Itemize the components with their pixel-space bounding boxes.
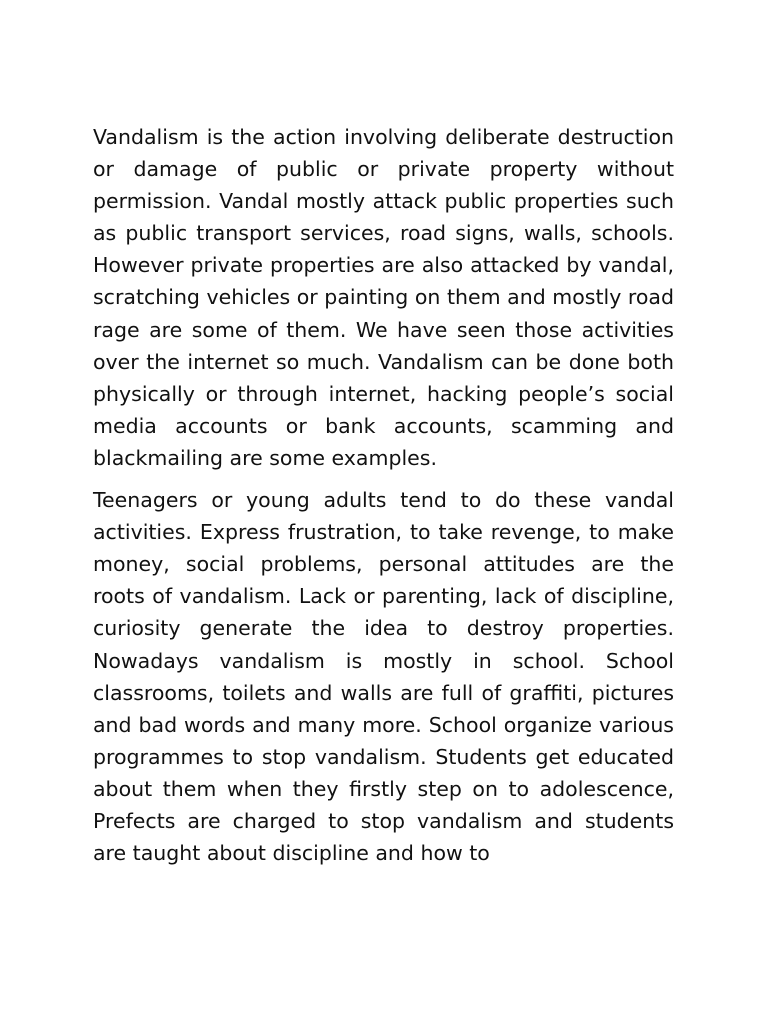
paragraph-2: Teenagers or young adults tend to do these vandal activities. Express frustration, to take revenge, to make money, social problems, personal attitudes are the roots of vandalism. Lack or parenting, lack of discipline, curiosity generate the idea to destroy properties. Nowadays vandalism is mostly in school. School classrooms, toilets and walls are full of graffiti, pictures and bad words and many more. School organize various programmes to stop vandalism. Students get educated about them when they firstly step on to adolescence, Prefects are charged to stop vandalism and students are taught about discipline and how to bbox=[93, 488, 674, 866]
document-body bbox=[93, 121, 674, 879]
paragraph-1: Vandalism is the action involving deliberate destruction or damage of public or private property without permission. Vandal mostly attack public properties such as public transport services, road signs, walls, schools. However private properties are also attacked by vandal, scratching vehicles or painting on them and mostly road rage are some of them. We have seen those activities over the internet so much. Vandalism can be done both physically or through internet, hacking people’s social media accounts or bank accounts, scamming and blackmailing are some examples. bbox=[93, 125, 674, 470]
